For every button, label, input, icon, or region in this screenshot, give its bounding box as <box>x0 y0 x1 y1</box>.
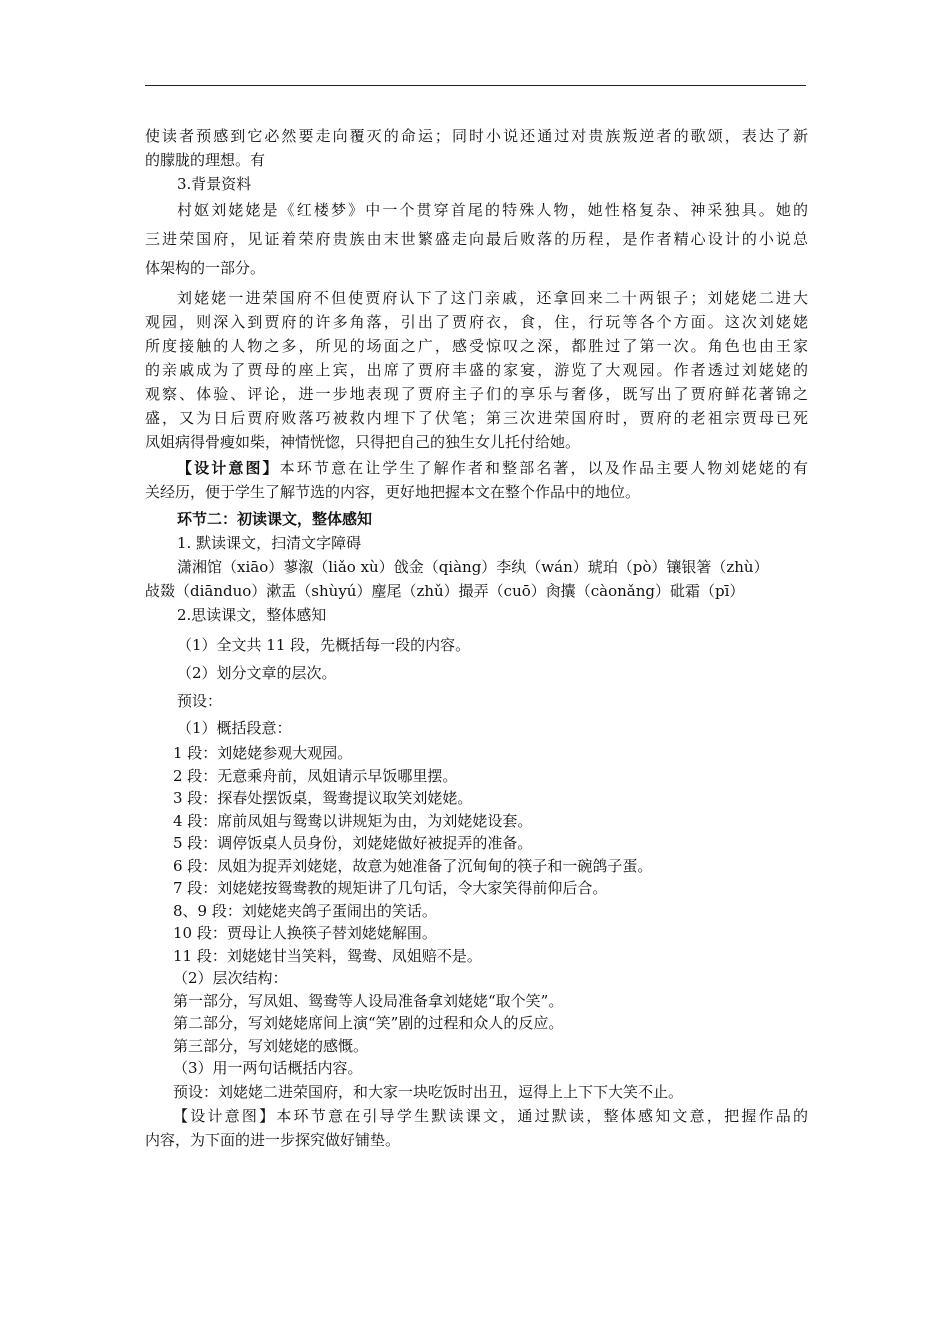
text-line: 刘姥姥一进荣国府不但使贾府认下了这门亲戚，还拿回来二十两银子；刘姥姥二进大 <box>177 289 808 307</box>
text-line: 的亲戚成为了贾母的座上宾，出席了贾府丰盛的家宴，游览了大观园。作者透过刘姥姥的 <box>145 361 808 379</box>
text-line: 所度接触的人物之多，所见的场面之广，感受惊叹之深，都胜过了第一次。角色也由王家 <box>145 337 808 355</box>
text-line: 盛，又为日后贾府败落巧被救内埋下了伏笔；第三次进荣国府时，贾府的老祖宗贾母已死 <box>145 409 808 427</box>
text-line: 凤姐病得骨瘦如柴，神情恍惚，只得把自己的独生女儿托付给她。 <box>145 433 581 451</box>
design-intent-text: 本环节意在让学生了解作者和整部名著，以及作品主要人物刘姥姥的有 <box>279 459 808 477</box>
structure-part: 第三部分，写刘姥姥的感慨。 <box>173 1036 369 1055</box>
step-heading: 2.思读课文，整体感知 <box>177 606 327 624</box>
vocab-line: 敁敠（diānduo）漱盂（shùyú）麈尾（zhǔ）撮弄（cuō）肏攮（càonǎng）砒霜（pī） <box>145 582 745 600</box>
section-heading: 环节二：初读课文，整体感知 <box>177 510 373 528</box>
structure-part: 第一部分，写凤姐、鸳鸯等人设局准备拿刘姥姥“取个笑”。 <box>173 991 564 1010</box>
text-line: 体架构的一部分。 <box>145 259 266 277</box>
answer: 预设：刘姥姥二进荣国府，和大家一块吃饭时出丑，逗得上上下下大笑不止。 <box>173 1082 684 1101</box>
step-heading: 1. 默读课文，扫清文字障碍 <box>177 534 362 552</box>
text-line: 的朦胧的理想。有 <box>145 151 266 169</box>
design-intent-tag: 【设计意图】 <box>177 459 280 477</box>
document-body <box>145 124 808 1152</box>
structure-label: （2）层次结构： <box>173 969 288 987</box>
design-intent-1 <box>145 456 808 480</box>
text-line: 使读者预感到它必然要走向覆灭的命运；同时小说还通过对贵族叛逆者的歌颂，表达了新 <box>145 127 808 145</box>
vocab-line: 潇湘馆（xiāo）蓼溆（liǎo xù）戗金（qiàng）李纨（wán）琥珀（pò）镶银箸（zhù） <box>177 558 769 576</box>
subsection-heading: 3.背景资料 <box>177 175 252 193</box>
preset-label: 预设： <box>177 692 223 710</box>
question: （2）划分文章的层次。 <box>177 664 337 682</box>
question: （3）用一两句话概括内容。 <box>173 1059 363 1077</box>
paragraph-summary: 7 段：刘姥姥按鸳鸯教的规矩讲了几句话，令大家笑得前仰后合。 <box>173 879 608 897</box>
paragraph-summary: 8、9 段：刘姥姥夹鸽子蛋闹出的笑话。 <box>173 901 437 920</box>
design-intent-2: 【设计意图】本环节意在引导学生默读课文，通过默读，整体感知文意，把握作品的 <box>173 1106 808 1125</box>
structure-part: 第二部分，写刘姥姥席间上演“笑”剧的过程和众人的反应。 <box>173 1014 564 1032</box>
text-line: 观园，则深入到贾府的许多角落，引出了贾府衣，食，住，行玩等各个方面。这次刘姥姥 <box>145 313 808 331</box>
paragraph-summary: 10 段：贾母让人换筷子替刘姥姥解围。 <box>173 924 437 942</box>
paragraph-summary: 2 段：无意乘舟前，凤姐请示早饭哪里摆。 <box>173 766 458 785</box>
paragraph-summary: 5 段：调停饭桌人员身份，刘姥姥做好被捉弄的准备。 <box>173 834 533 852</box>
header-rule <box>145 85 806 86</box>
text-line: 观察、体验、评论，进一步地表现了贾府主子们的享乐与奢侈，既写出了贾府鲜花著锦之 <box>145 385 808 403</box>
text-line: 村妪刘姥姥是《红楼梦》中一个贯穿首尾的特殊人物，她性格复杂、神采独具。她的 <box>177 201 808 219</box>
text-line: 内容，为下面的进一步探究做好铺垫。 <box>145 1130 401 1149</box>
text-line: 关经历，便于学生了解节选的内容，更好地把握本文在整个作品中的地位。 <box>145 483 641 501</box>
question: （1）全文共 11 段，先概括每一段的内容。 <box>177 636 471 654</box>
paragraph-summary: 11 段：刘姥姥甘当笑料，鸳鸯、凤姐赔不是。 <box>173 946 482 965</box>
summary-label: （1）概括段意： <box>177 719 292 737</box>
paragraph-summary: 4 段：席前凤姐与鸳鸯以讲规矩为由，为刘姥姥设套。 <box>173 811 533 830</box>
text-line: 三进荣国府，见证着荣府贵族由末世繁盛走向最后败落的历程，是作者精心设计的小说总 <box>145 230 808 248</box>
paragraph-summary: 3 段：探春处摆饭桌，鸳鸯提议取笑刘姥姥。 <box>173 789 473 807</box>
paragraph-summary: 6 段：凤姐为捉弄刘姥姥，故意为她准备了沉甸甸的筷子和一碗鸽子蛋。 <box>173 856 653 875</box>
paragraph-summary: 1 段：刘姥姥参观大观园。 <box>173 744 353 762</box>
